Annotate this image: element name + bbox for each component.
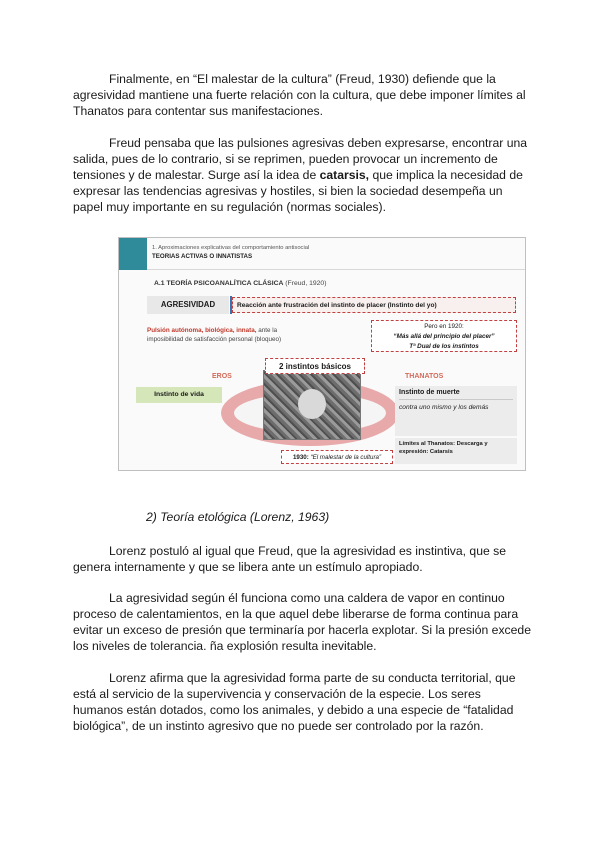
catarsis-text-before: Freud pensaba que las pulsiones agresivas deben expresarse, encontrar una salida, pues de lo contrario, si se reprimen, pueden provocar un incremento de tensiones y de malestar. Surge así la idea de xyxy=(73,136,528,182)
catarsis-text-after: que implica la necesidad de expresar las tendencias agresivas y hostiles, si bien la sociedad desempeña un papel muy importante en su regulación (normas sociales). xyxy=(73,168,523,214)
eros-label: EROS xyxy=(212,373,232,380)
pero-line3: Tª Dual de los instintos xyxy=(409,343,479,350)
paragraph-lorenz-caldera: La agresividad según él funciona como una caldera de vapor en continuo proceso de calentamientos, en la que aquel debe liberarse de forma continua para evitar un exceso de presión que terminaría por hacerla explotar. Si la presión excede los niveles de tolerancia. ña explosión resulta inevitable. xyxy=(73,591,531,653)
catarsis-bold: catarsis, xyxy=(319,168,370,182)
pulsion-text xyxy=(147,326,297,344)
pero-1920-box xyxy=(371,320,517,352)
subtitle-bold: A.1 TEORÍA PSICOANALÍTICA CLÁSICA xyxy=(154,280,284,287)
reaccion-box: Reacción ante frustración del instinto de placer (Instinto del yo) xyxy=(232,297,516,313)
malestar-title: “El malestar de la cultura” xyxy=(310,454,382,461)
pulsion-rest: ante la imposibilidad de satisfacción personal (bloqueo) xyxy=(147,327,282,343)
central-image-figure xyxy=(298,389,326,419)
slide-subtitle xyxy=(154,280,326,287)
limites-thanatos-box: Límites al Thanatos: Descarga y expresión: Catarsis xyxy=(395,438,517,464)
instinto-muerte-title: Instinto de muerte xyxy=(399,389,513,400)
instintos-basicos-label: 2 instintos básicos xyxy=(265,358,365,374)
central-image xyxy=(263,370,361,440)
slide-header-title: TEORIAS ACTIVAS O INNATISTAS xyxy=(152,253,253,260)
pulsion-red: Pulsión autónoma, biológica, innata, xyxy=(147,327,257,334)
malestar-1930-box xyxy=(281,450,393,464)
malestar-year: 1930: xyxy=(292,454,311,461)
subtitle-rest: (Freud, 1920) xyxy=(283,280,327,287)
pero-line1: Pero en 1920: xyxy=(424,323,464,330)
section-heading-etologica: 2) Teoría etológica (Lorenz, 1963) xyxy=(146,510,330,524)
thanatos-label: THANATOS xyxy=(405,373,444,380)
agresividad-label: AGRESIVIDAD xyxy=(147,296,229,314)
paragraph-freud-1930: Finalmente, en “El malestar de la cultura” (Freud, 1930) defiende que la agresividad mantiene una fuerte relación con la cultura, que debe imponer límites al Thanatos para contentar sus manifestaciones. xyxy=(73,72,526,118)
slide-divider xyxy=(147,269,525,270)
freud-slide-figure xyxy=(118,237,526,471)
slide-header-section: 1. Aproximaciones explicativas del comportamiento antisocial xyxy=(152,245,310,251)
paragraph-catarsis xyxy=(73,135,533,215)
paragraph-lorenz-territorial: Lorenz afirma que la agresividad forma parte de su conducta territorial, que está al servicio de la supervivencia y conservación de la especie. Los seres humanos están dotados, como los animales, y debido a una especie de “fatalidad biológica”, de un instinto agresivo que no puede ser controlado por la razón. xyxy=(73,671,516,733)
instinto-muerte-desc: contra uno mismo y los demás xyxy=(399,404,489,411)
instinto-muerte-box xyxy=(395,386,517,436)
instinto-vida-box: Instinto de vida xyxy=(136,387,222,403)
pero-line2: “Más allá del principio del placer” xyxy=(393,333,495,340)
paragraph-lorenz-instinto: Lorenz postuló al igual que Freud, que la agresividad es instintiva, que se genera internamente y que se libera ante un estímulo apropiado. xyxy=(73,544,507,574)
slide-teal-square xyxy=(119,238,147,270)
